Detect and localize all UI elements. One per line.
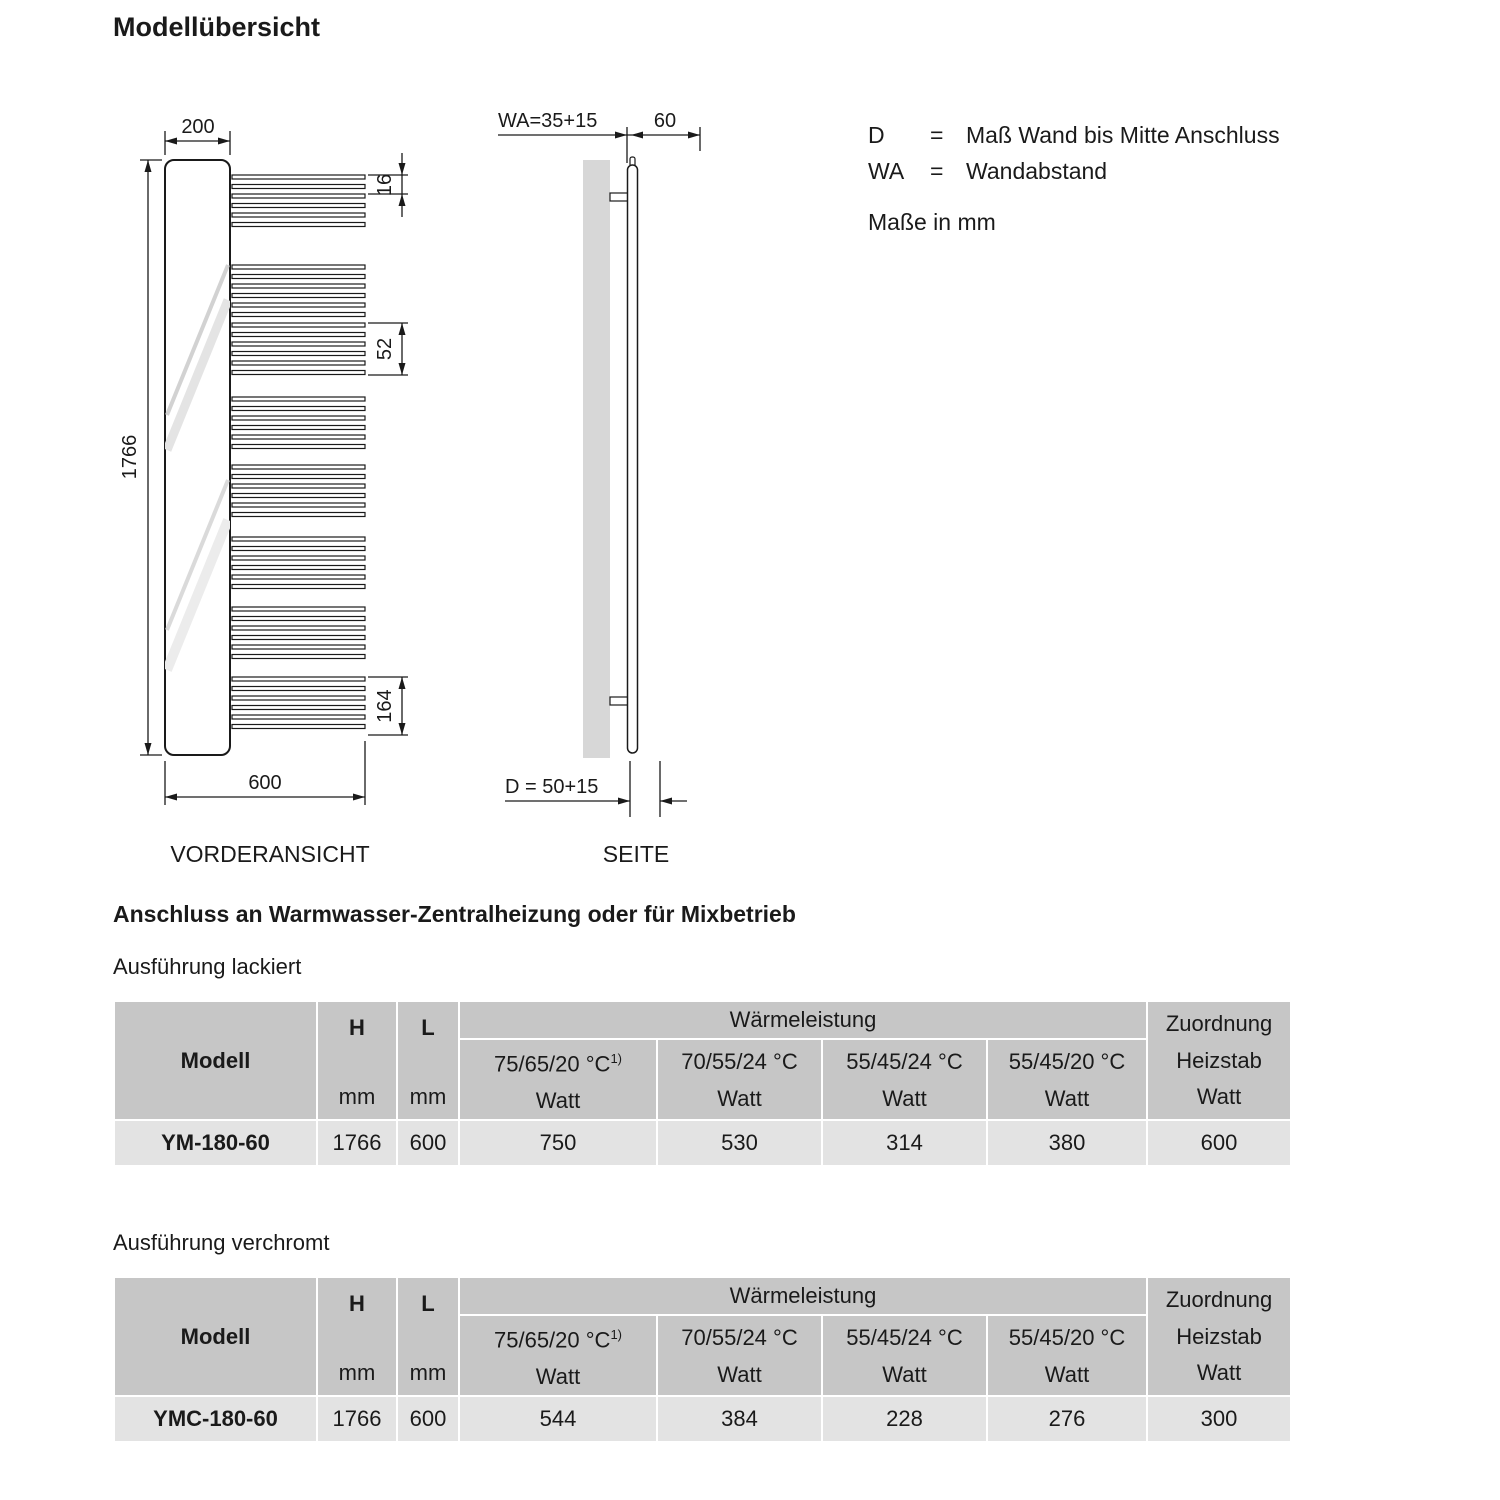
dim-width-top-label: 200 bbox=[181, 116, 215, 138]
side-profile bbox=[610, 157, 638, 753]
col-header-l: L mm bbox=[397, 1001, 459, 1120]
cell-watt-55-45-20: 380 bbox=[987, 1120, 1147, 1166]
dim-height bbox=[119, 160, 162, 755]
legend-key-wa: WA bbox=[868, 158, 905, 184]
spec-table-lackiert bbox=[113, 1000, 1292, 1167]
cell-watt-75-65-20: 544 bbox=[459, 1396, 657, 1442]
spec-table-verchromt bbox=[113, 1276, 1292, 1443]
units-note: Maße in mm bbox=[868, 209, 996, 235]
table-row bbox=[114, 1396, 1291, 1442]
footnote-marker: 1) bbox=[610, 1051, 622, 1066]
col-header-temp-55-45-20: 55/45/20 °C Watt bbox=[987, 1039, 1147, 1120]
legend-row-d bbox=[868, 122, 1280, 149]
col-header-temp-55-45-20: 55/45/20 °C Watt bbox=[987, 1315, 1147, 1396]
front-view-label: VORDERANSICHT bbox=[170, 841, 370, 867]
col-header-temp-70-55-24: 70/55/24 °C Watt bbox=[657, 1315, 822, 1396]
dim-height-label: 1766 bbox=[119, 434, 141, 480]
dim-width-top bbox=[165, 116, 230, 155]
dim-bottom-fin-group bbox=[368, 677, 408, 735]
col-header-temp-75-65-20: 75/65/20 $^\circ C^{1)}$ Watt bbox=[459, 1039, 657, 1120]
dim-connection-depth-label: D = 50+15 bbox=[505, 776, 599, 798]
legend-equals: = bbox=[930, 122, 944, 148]
cell-model: YM-180-60 bbox=[114, 1120, 317, 1166]
cell-model: YMC-180-60 bbox=[114, 1396, 317, 1442]
side-view-drawing bbox=[480, 105, 720, 885]
col-header-waermeleistung: Wärmeleistung bbox=[459, 1001, 1147, 1039]
dim-bottom-fin-group-label: 164 bbox=[374, 689, 396, 723]
table-caption-verchromt: Ausführung verchromt bbox=[113, 1230, 330, 1255]
heating-fins bbox=[232, 175, 365, 729]
legend-equals: = bbox=[930, 158, 944, 184]
dim-depth-60-label: 60 bbox=[653, 110, 677, 132]
dim-depth-60 bbox=[631, 110, 700, 139]
side-panel bbox=[583, 160, 610, 758]
col-header-modell: Modell bbox=[114, 1277, 317, 1396]
col-header-h: H mm bbox=[317, 1277, 397, 1396]
dimension-legend bbox=[868, 122, 1280, 236]
legend-row-wa bbox=[868, 158, 1280, 185]
dim-wall-distance-label: WA=35+15 bbox=[498, 110, 598, 132]
side-view-label: SEITE bbox=[602, 841, 670, 867]
cell-watt-55-45-24: 314 bbox=[822, 1120, 987, 1166]
dim-fin-spacing-label: 16 bbox=[374, 173, 396, 197]
cell-watt-55-45-20: 276 bbox=[987, 1396, 1147, 1442]
dim-fin-group bbox=[368, 323, 408, 375]
page-title: Modellübersicht bbox=[113, 12, 321, 42]
col-header-temp-55-45-24: 55/45/24 °C Watt bbox=[822, 1315, 987, 1396]
legend-value-d: Maß Wand bis Mitte Anschluss bbox=[966, 122, 1280, 148]
cell-watt-70-55-24: 530 bbox=[657, 1120, 822, 1166]
dim-width-bottom-label: 600 bbox=[248, 772, 282, 794]
cell-heizstab: 300 bbox=[1147, 1396, 1291, 1442]
dim-fin-group-label: 52 bbox=[374, 337, 396, 361]
col-header-modell: Modell bbox=[114, 1001, 317, 1120]
cell-l: 600 bbox=[397, 1396, 459, 1442]
front-view-drawing bbox=[110, 105, 420, 885]
cell-watt-70-55-24: 384 bbox=[657, 1396, 822, 1442]
table-caption-lackiert: Ausführung lackiert bbox=[113, 954, 302, 979]
legend-key-d: D bbox=[868, 122, 885, 148]
cell-watt-55-45-24: 228 bbox=[822, 1396, 987, 1442]
dim-connection-depth bbox=[505, 761, 687, 817]
col-header-temp-70-55-24: 70/55/24 °C Watt bbox=[657, 1039, 822, 1120]
col-header-zuordnung: Zuordnung Heizstab Watt bbox=[1147, 1277, 1291, 1396]
col-header-waermeleistung: Wärmeleistung bbox=[459, 1277, 1147, 1315]
dim-fin-spacing bbox=[368, 153, 408, 217]
section-heading: Anschluss an Warmwasser-Zentralheizung oder für Mixbetrieb bbox=[113, 901, 796, 927]
legend-value-wa: Wandabstand bbox=[966, 158, 1108, 184]
col-header-zuordnung: Zuordnung Heizstab Watt bbox=[1147, 1001, 1291, 1120]
cell-heizstab: 600 bbox=[1147, 1120, 1291, 1166]
mirror-panel bbox=[165, 160, 230, 755]
cell-watt-75-65-20: 750 bbox=[459, 1120, 657, 1166]
footnote-marker: 1) bbox=[610, 1327, 622, 1342]
col-header-l: L mm bbox=[397, 1277, 459, 1396]
cell-h: 1766 bbox=[317, 1120, 397, 1166]
cell-l: 600 bbox=[397, 1120, 459, 1166]
table-row bbox=[114, 1120, 1291, 1166]
col-header-temp-75-65-20: 75/65/20 $^\circ C^{1)}$ Watt bbox=[459, 1315, 657, 1396]
col-header-temp-55-45-24: 55/45/24 °C Watt bbox=[822, 1039, 987, 1120]
cell-h: 1766 bbox=[317, 1396, 397, 1442]
col-header-h: H mm bbox=[317, 1001, 397, 1120]
